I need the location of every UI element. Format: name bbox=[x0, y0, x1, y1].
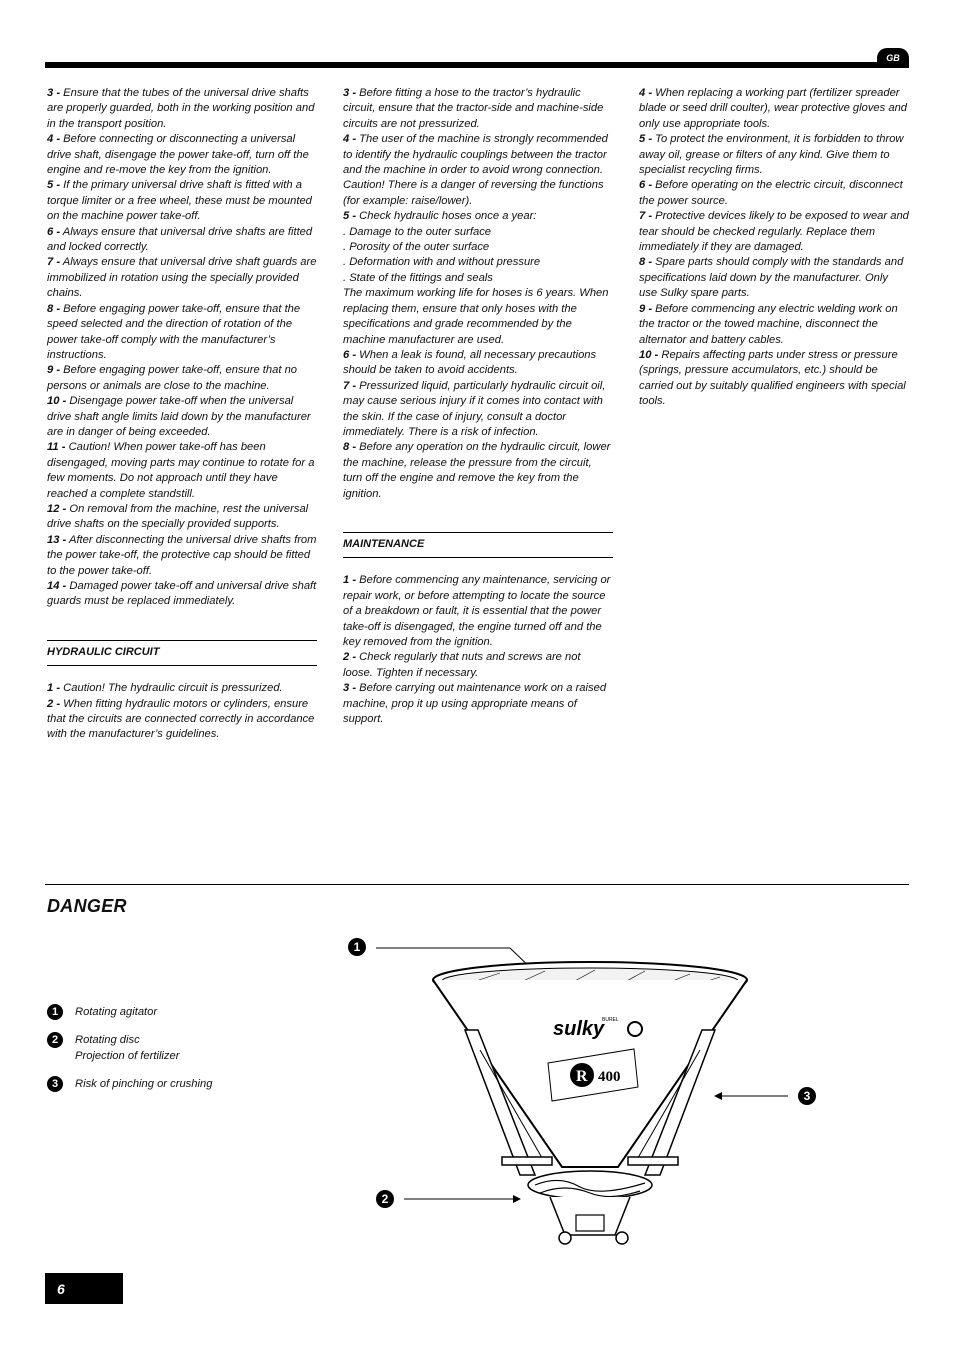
item-number: 1 - bbox=[47, 682, 61, 695]
danger-heading: DANGER bbox=[47, 896, 127, 916]
callout-number-2: 2 bbox=[376, 1190, 394, 1208]
item-text: When a leak is found, all necessary precautions should be taken to avoid accidents. bbox=[343, 348, 597, 377]
check-line: . Damage to the outer surface bbox=[343, 225, 492, 238]
callout-number-3: 3 bbox=[798, 1087, 816, 1105]
danger-legend bbox=[47, 1004, 307, 1104]
item-number: 13 - bbox=[47, 533, 67, 546]
item-number: 10 - bbox=[47, 395, 67, 408]
item-number: 7 - bbox=[343, 379, 357, 392]
item-text: Ensure that the tubes of the universal drive shafts are properly guarded, both in the working position and in the transport position. bbox=[47, 87, 315, 130]
numbered-item bbox=[639, 178, 909, 209]
item-text: Always ensure that universal drive shafts are fitted and locked correctly. bbox=[47, 225, 313, 254]
item-text: If the primary universal drive shaft is fitted with a torque limiter or a free wheel, these must be mounted on the machine power take-off. bbox=[47, 179, 312, 223]
model-number: 400 bbox=[598, 1069, 621, 1085]
numbered-item bbox=[639, 348, 909, 410]
item-number: 5 - bbox=[343, 210, 357, 223]
item-text: Before connecting or disconnecting a universal drive shaft, disengage the power take-off, turn off the engine and re-move the key from the ignition. bbox=[47, 133, 309, 177]
item-text: Before any operation on the hydraulic circuit, lower the machine, release the pressure from the circuit, turn off the engine and remove the key from the ignition. bbox=[343, 441, 611, 500]
item-text: The user of the machine is strongly recommended to identify the hydraulic couplings between the tractor and the machine in order to avoid wrong connection. Caution! There is a danger of reversing the functions (for example: raise/lower). bbox=[343, 133, 608, 207]
brand-logo: sulky bbox=[553, 1018, 605, 1040]
item-number: 11 - bbox=[47, 441, 66, 454]
item-text: When fitting hydraulic motors or cylinders, ensure that the circuits are connected correctly in accordance with the manufacturer’s guidelines. bbox=[47, 697, 315, 741]
numbered-item bbox=[47, 440, 317, 502]
item-text: Before commencing any electric welding work on the tractor or the towed machine, disconnect the alternator and battery cables. bbox=[639, 302, 898, 346]
numbered-item bbox=[47, 86, 317, 132]
numbered-item bbox=[47, 697, 317, 743]
page-number: 6 bbox=[45, 1273, 123, 1304]
check-line: . Porosity of the outer surface bbox=[343, 241, 490, 254]
item-number: 4 - bbox=[639, 87, 653, 99]
item-number: 1 - bbox=[343, 574, 357, 587]
legend-text: Risk of pinching or crushing bbox=[75, 1078, 213, 1090]
item-number: 5 - bbox=[47, 179, 61, 192]
numbered-item bbox=[639, 86, 909, 132]
spinning-disc bbox=[528, 1171, 652, 1199]
legend-text: Rotating disc bbox=[75, 1034, 140, 1046]
item-number: 2 - bbox=[343, 651, 357, 664]
numbered-item bbox=[343, 209, 613, 224]
item-number: 8 - bbox=[47, 302, 61, 315]
item-text: Protective devices likely to be exposed to wear and tear should be checked regularly. Replace them immediately if they are damaged. bbox=[639, 210, 909, 254]
item-number: 10 - bbox=[639, 348, 659, 361]
numbered-item bbox=[639, 302, 909, 348]
numbered-item bbox=[47, 533, 317, 579]
check-line: . Deformation with and without pressure bbox=[343, 256, 541, 269]
item-text: Before carrying out maintenance work on a raised machine, prop it up using appropriate means of support. bbox=[343, 682, 607, 726]
item-number: 6 - bbox=[639, 179, 653, 192]
item-text: Disengage power take-off when the universal drive shaft angle limits laid down by the manufacturer are in danger of being exceeded. bbox=[47, 395, 311, 438]
item-text: Caution! When power take-off has been disengaged, moving parts may continue to rotate for a few moments. Do not approach until they have reached a complete standstill. bbox=[47, 441, 315, 500]
numbered-item bbox=[343, 86, 613, 132]
numbered-item bbox=[47, 681, 317, 696]
numbered-item bbox=[47, 579, 317, 610]
numbered-item bbox=[47, 394, 317, 440]
maintenance-heading: MAINTENANCE bbox=[343, 532, 613, 558]
column-3 bbox=[639, 86, 909, 410]
legend-number-3: 3 bbox=[47, 1076, 63, 1092]
item-text: Check regularly that nuts and screws are not loose. Tighten if necessary. bbox=[343, 651, 581, 679]
item-number: 7 - bbox=[639, 210, 653, 223]
numbered-item bbox=[47, 225, 317, 256]
item-number: 4 - bbox=[47, 133, 61, 146]
item-number: 6 - bbox=[343, 348, 357, 361]
item-text: Before engaging power take-off, ensure that the speed selected and the direction of rotation of the power take-off comply with the manufacturer’s instructions. bbox=[47, 302, 301, 361]
item-number: 7 - bbox=[47, 256, 61, 269]
numbered-item bbox=[639, 209, 909, 255]
numbered-item bbox=[639, 132, 909, 178]
check-line: . State of the fittings and seals bbox=[343, 271, 493, 284]
item-number: 4 - bbox=[343, 133, 357, 146]
numbered-item bbox=[639, 255, 909, 301]
numbered-item bbox=[47, 363, 317, 394]
numbered-item bbox=[343, 650, 613, 681]
hydraulic-circuit-heading: HYDRAULIC CIRCUIT bbox=[47, 640, 317, 666]
numbered-item bbox=[343, 132, 613, 209]
fertilizer-spreader-illustration bbox=[370, 935, 810, 1255]
item-text: Check hydraulic hoses once a year: bbox=[359, 210, 537, 223]
numbered-item bbox=[47, 132, 317, 178]
legend-item-2 bbox=[47, 1032, 307, 1064]
legend-text: Projection of fertilizer bbox=[75, 1050, 180, 1062]
item-text: After disconnecting the universal drive shafts from the power take-off, the protective cap should be fitted to the power take-off. bbox=[47, 533, 317, 577]
item-number: 2 - bbox=[47, 697, 61, 710]
item-number: 12 - bbox=[47, 502, 67, 515]
item-number: 5 - bbox=[639, 133, 653, 146]
numbered-item bbox=[343, 573, 613, 650]
numbered-item bbox=[343, 348, 613, 379]
item-number: 9 - bbox=[47, 364, 61, 377]
column-1 bbox=[47, 86, 317, 743]
callout-number-1: 1 bbox=[348, 938, 366, 956]
item-number: 14 - bbox=[47, 580, 67, 592]
legend-item-3 bbox=[47, 1076, 307, 1092]
item-text: Damaged power take-off and universal drive shaft guards must be replaced immediately. bbox=[47, 580, 317, 608]
item-number: 9 - bbox=[639, 302, 653, 315]
language-badge: GB bbox=[877, 48, 909, 68]
hose-life-text: The maximum working life for hoses is 6 years. When replacing them, ensure that only hoses with the specifications and grade recommended by the machine manufacturer are used. bbox=[343, 287, 609, 346]
item-text: Caution! The hydraulic circuit is pressurized. bbox=[63, 682, 283, 695]
item-text: When replacing a working part (fertilizer spreader blade or seed drill coulter), wear protective gloves and only use appropriate tools. bbox=[639, 87, 908, 130]
item-number: 3 - bbox=[343, 682, 357, 695]
svg-text:R: R bbox=[576, 1068, 588, 1085]
item-text: Repairs affecting parts under stress or pressure (springs, pressure accumulators, etc.) should be carried out by suitably qualified engineers with special tools. bbox=[639, 348, 906, 408]
item-text: Before engaging power take-off, ensure that no persons or animals are close to the machine. bbox=[47, 364, 298, 392]
numbered-item bbox=[343, 440, 613, 502]
item-text: On removal from the machine, rest the universal drive shafts on the specially provided supports. bbox=[47, 502, 309, 531]
legend-item-1 bbox=[47, 1004, 307, 1020]
danger-rule bbox=[45, 884, 909, 885]
numbered-item bbox=[47, 178, 317, 224]
legend-text: Rotating agitator bbox=[75, 1006, 158, 1018]
item-number: 3 - bbox=[47, 87, 61, 99]
item-number: 8 - bbox=[639, 256, 653, 269]
item-number: 6 - bbox=[47, 225, 61, 238]
brand-small: BUREL bbox=[602, 1017, 619, 1023]
item-text: Always ensure that universal drive shaft guards are immobilized in rotation using the specially provided chains. bbox=[47, 256, 317, 300]
numbered-item bbox=[343, 681, 613, 727]
top-rule bbox=[45, 62, 908, 68]
numbered-item bbox=[47, 302, 317, 364]
item-text: Before commencing any maintenance, servicing or repair work, or before attempting to locate the source of a breakdown or fault, it is essential that the power take-off is disengaged, the engine turned off and the key removed from the ignition. bbox=[343, 574, 611, 648]
item-text: Before fitting a hose to the tractor’s hydraulic circuit, ensure that the tractor-side and machine-side circuits are not pressurized. bbox=[343, 87, 604, 130]
item-text: Spare parts should comply with the standards and specifications laid down by the manufacturer. Only use Sulky spare parts. bbox=[639, 256, 904, 300]
item-text: Before operating on the electric circuit, disconnect the power source. bbox=[639, 179, 903, 207]
item-text: Pressurized liquid, particularly hydraulic circuit oil, may cause serious injury if it comes into contact with the skin. If the case of injury, consult a doctor immediately. There is a risk of infection. bbox=[343, 379, 606, 438]
item-text: To protect the environment, it is forbidden to throw away oil, grease or filters of any kind. Give them to specialist recycling firms. bbox=[639, 133, 904, 177]
numbered-item bbox=[47, 502, 317, 533]
legend-number-2: 2 bbox=[47, 1032, 63, 1048]
column-2 bbox=[343, 86, 613, 727]
item-number: 3 - bbox=[343, 87, 357, 99]
legend-number-1: 1 bbox=[47, 1004, 63, 1020]
numbered-item bbox=[343, 379, 613, 441]
item-number: 8 - bbox=[343, 441, 357, 454]
numbered-item bbox=[47, 255, 317, 301]
